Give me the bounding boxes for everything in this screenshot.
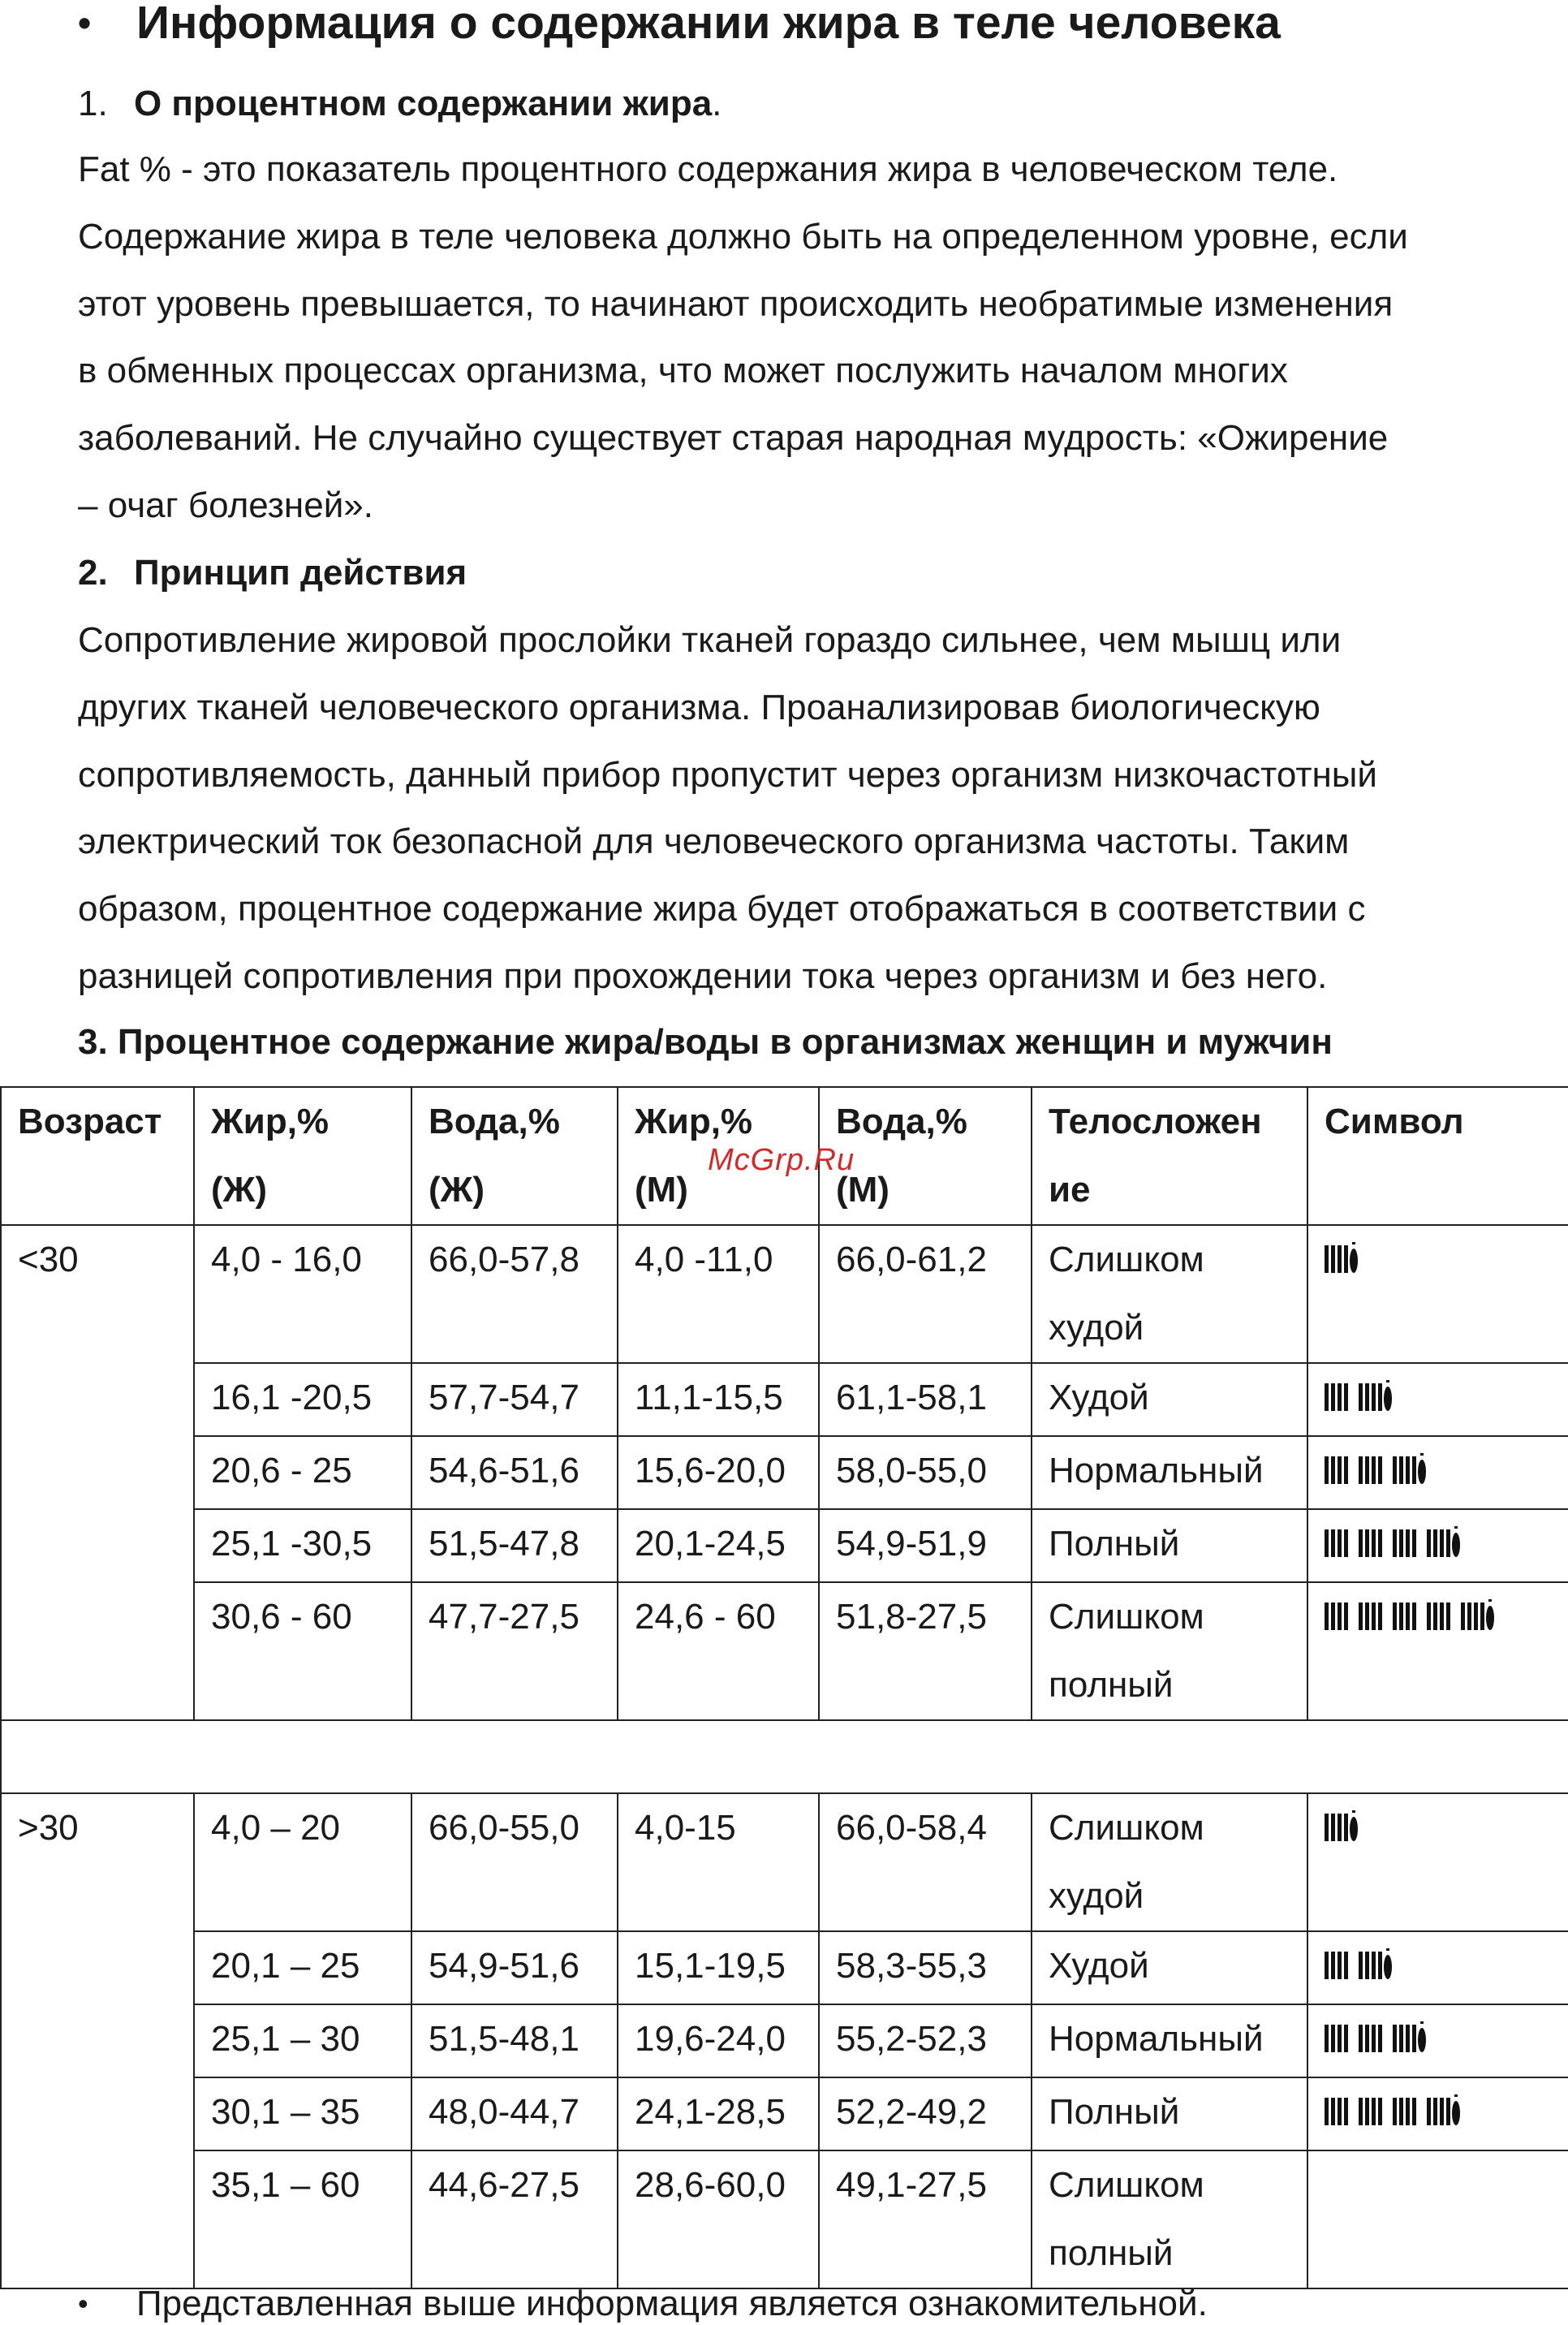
column-header	[194, 1087, 411, 1225]
bullet-icon: •	[78, 2287, 88, 2320]
body-type-cell	[1032, 2004, 1307, 2077]
cell-line: Нормальный	[1049, 2019, 1264, 2059]
value-cell-fat-f: 25,1 – 30	[194, 2004, 411, 2077]
value-cell-fat-m: 20,1-24,5	[618, 1509, 819, 1582]
value-cell-water-f: 44,6-27,5	[411, 2150, 618, 2288]
symbol-cell	[1307, 2150, 1568, 2288]
cell-line: Вода,%	[836, 1102, 967, 1141]
symbol-cell	[1307, 1363, 1568, 1436]
cell-line: Слишком	[1049, 1240, 1204, 1279]
value-cell-water-m: 58,0-55,0	[819, 1436, 1032, 1509]
paragraph-line: в обменных процессах организма, что может послужить началом многих	[78, 351, 1288, 391]
cell-line: Худой	[1049, 1378, 1149, 1417]
paragraph-line: сопротивляемость, данный прибор пропустит через организм низкочастотный	[78, 754, 1377, 795]
section-1-title-suffix: .	[712, 84, 722, 123]
cell-line: полный	[1049, 2233, 1174, 2273]
value-cell-fat-f: 30,1 – 35	[194, 2077, 411, 2150]
body-symbol-icon	[1325, 1453, 1428, 1486]
section-1-title	[78, 83, 722, 125]
table-spacer-row	[1, 1720, 1568, 1793]
symbol-cell	[1307, 1225, 1568, 1363]
value-cell-water-f: 54,6-51,6	[411, 1436, 618, 1509]
section-2-number: 2.	[78, 553, 108, 593]
cell-line: Жир,%	[635, 1102, 753, 1141]
value-cell-fat-f: 30,6 - 60	[194, 1582, 411, 1720]
paragraph-line: этот уровень превышается, то начинают происходить необратимые изменения	[78, 283, 1394, 324]
body-symbol-icon	[1325, 1526, 1462, 1559]
heading-text: Информация о содержании жира в теле человека	[136, 0, 1281, 49]
column-header	[1032, 1087, 1307, 1225]
value-cell-fat-m: 24,1-28,5	[618, 2077, 819, 2150]
value-cell-water-m: 66,0-61,2	[819, 1225, 1032, 1363]
cell-line: Возраст	[18, 1102, 162, 1141]
value-cell-water-f: 47,7-27,5	[411, 1582, 618, 1720]
section-3-title-text: 3. Процентное содержание жира/воды в организмах женщин и мужчин	[78, 1022, 1333, 1062]
body-symbol-icon	[1325, 2021, 1428, 2054]
cell-line: Полный	[1049, 1524, 1180, 1564]
value-cell-water-f: 66,0-55,0	[411, 1793, 618, 1931]
symbol-cell	[1307, 2077, 1568, 2150]
value-cell-water-f: 48,0-44,7	[411, 2077, 618, 2150]
cell-line: (Ж)	[211, 1170, 268, 1210]
value-cell-water-f: 57,7-54,7	[411, 1363, 618, 1436]
paragraph-line: Сопротивление жировой прослойки тканей гораздо сильнее, чем мышц или	[78, 620, 1342, 660]
symbol-cell	[1307, 1931, 1568, 2004]
bullet-icon: •	[78, 2, 92, 44]
cell-line: Слишком	[1049, 1597, 1204, 1637]
cell-line: Вода,%	[429, 1102, 560, 1141]
cell-line: полный	[1049, 1665, 1174, 1705]
body-symbol-icon	[1325, 1948, 1394, 1981]
body-type-cell	[1032, 1582, 1307, 1720]
body-type-cell	[1032, 1509, 1307, 1582]
watermark: McGrp.Ru	[708, 1143, 855, 1177]
paragraph-line: Содержание жира в теле человека должно быть на определенном уровне, если	[78, 216, 1408, 257]
cell-line: худой	[1049, 1308, 1144, 1348]
body-type-cell	[1032, 1363, 1307, 1436]
symbol-cell	[1307, 1436, 1568, 1509]
value-cell-water-f: 51,5-48,1	[411, 2004, 618, 2077]
table-row	[1, 1225, 1568, 1363]
column-header	[1307, 1087, 1568, 1225]
symbol-cell	[1307, 1793, 1568, 1931]
value-cell-water-m: 49,1-27,5	[819, 2150, 1032, 2288]
symbol-cell	[1307, 1509, 1568, 1582]
column-header	[411, 1087, 618, 1225]
paragraph-fat-percent	[78, 136, 1539, 540]
cell-line: Худой	[1049, 1946, 1149, 1986]
section-2-title	[78, 552, 467, 594]
paragraph-line: образом, процентное содержание жира будет отображаться в соответствии с	[78, 889, 1366, 930]
column-header	[1, 1087, 194, 1225]
value-cell-fat-f: 20,6 - 25	[194, 1436, 411, 1509]
table-row	[1, 1363, 1568, 1436]
cell-line: Слишком	[1049, 1808, 1204, 1848]
table-row	[1, 1436, 1568, 1509]
paragraph-line: электрический ток безопасной для человеческого организма частоты. Таким	[78, 822, 1350, 862]
section-1-number: 1.	[78, 84, 108, 123]
body-type-cell	[1032, 1793, 1307, 1931]
cell-line: (Ж)	[429, 1170, 485, 1210]
body-symbol-icon	[1325, 1810, 1360, 1843]
value-cell-fat-m: 4,0-15	[618, 1793, 819, 1931]
cell-line: (М)	[635, 1170, 688, 1210]
value-cell-fat-m: 28,6-60,0	[618, 2150, 819, 2288]
body-type-cell	[1032, 2077, 1307, 2150]
value-cell-fat-m: 19,6-24,0	[618, 2004, 819, 2077]
cell-line: Телосложен	[1049, 1102, 1262, 1141]
value-cell-fat-f: 35,1 – 60	[194, 2150, 411, 2288]
value-cell-water-m: 66,0-58,4	[819, 1793, 1032, 1931]
symbol-cell	[1307, 2004, 1568, 2077]
value-cell-water-f: 54,9-51,6	[411, 1931, 618, 2004]
table-row	[1, 2004, 1568, 2077]
value-cell-water-f: 66,0-57,8	[411, 1225, 618, 1363]
paragraph-line: других тканей человеческого организма. Проанализировав биологическую	[78, 687, 1320, 727]
value-cell-water-m: 51,8-27,5	[819, 1582, 1032, 1720]
paragraph-principle	[78, 607, 1539, 1011]
body-symbol-icon	[1325, 1599, 1497, 1632]
table-row	[1, 2077, 1568, 2150]
table-row	[1, 1509, 1568, 1582]
value-cell-fat-m: 11,1-15,5	[618, 1363, 819, 1436]
cell-line: (М)	[836, 1170, 890, 1210]
cell-line: Полный	[1049, 2092, 1180, 2132]
value-cell-fat-f: 25,1 -30,5	[194, 1509, 411, 1582]
body-type-cell	[1032, 1225, 1307, 1363]
value-cell-fat-f: 4,0 – 20	[194, 1793, 411, 1931]
fat-water-table	[0, 1086, 1568, 2289]
value-cell-water-m: 55,2-52,3	[819, 2004, 1032, 2077]
table-row	[1, 1793, 1568, 1931]
cell-line: Нормальный	[1049, 1451, 1264, 1490]
value-cell-water-m: 58,3-55,3	[819, 1931, 1032, 2004]
value-cell-water-m: 54,9-51,9	[819, 1509, 1032, 1582]
value-cell-fat-f: 4,0 - 16,0	[194, 1225, 411, 1363]
value-cell-fat-m: 24,6 - 60	[618, 1582, 819, 1720]
age-cell: >30	[1, 1793, 194, 2288]
page-heading	[78, 0, 1539, 49]
table-row	[1, 1931, 1568, 2004]
table-row	[1, 2150, 1568, 2288]
cell-line: ие	[1049, 1170, 1091, 1210]
body-type-cell	[1032, 2150, 1307, 2288]
body-symbol-icon	[1325, 1380, 1394, 1413]
value-cell-water-f: 51,5-47,8	[411, 1509, 618, 1582]
value-cell-fat-m: 15,1-19,5	[618, 1931, 819, 2004]
cell-line: Символ	[1325, 1102, 1464, 1141]
paragraph-line: заболеваний. Не случайно существует старая народная мудрость: «Ожирение	[78, 418, 1389, 459]
paragraph-line: – очаг болезней».	[78, 485, 373, 525]
value-cell-water-m: 61,1-58,1	[819, 1363, 1032, 1436]
symbol-cell	[1307, 1582, 1568, 1720]
cell-line: худой	[1049, 1876, 1144, 1916]
body-type-cell	[1032, 1931, 1307, 2004]
value-cell-water-m: 52,2-49,2	[819, 2077, 1032, 2150]
value-cell-fat-m: 4,0 -11,0	[618, 1225, 819, 1363]
body-symbol-icon	[1325, 2094, 1462, 2127]
age-cell: <30	[1, 1225, 194, 1720]
body-symbol-icon	[1325, 1242, 1360, 1275]
paragraph-line: Fat % - это показатель процентного содержания жира в человеческом теле.	[78, 149, 1338, 189]
paragraph-line: разницей сопротивления при прохождении тока через организм и без него.	[78, 955, 1328, 996]
value-cell-fat-f: 20,1 – 25	[194, 1931, 411, 2004]
table-row	[1, 1582, 1568, 1720]
value-cell-fat-f: 16,1 -20,5	[194, 1363, 411, 1436]
spacer-cell	[1, 1720, 1568, 1793]
section-3-title	[78, 1021, 1333, 1063]
footer-text: Представленная выше информация является ознакомительной.	[136, 2284, 1208, 2323]
section-2-title-text: Принцип действия	[133, 553, 467, 593]
cell-line: Жир,%	[211, 1102, 330, 1141]
value-cell-fat-m: 15,6-20,0	[618, 1436, 819, 1509]
body-type-cell	[1032, 1436, 1307, 1509]
section-1-title-text: О процентном содержании жира	[133, 84, 713, 123]
cell-line: Слишком	[1049, 2165, 1204, 2205]
